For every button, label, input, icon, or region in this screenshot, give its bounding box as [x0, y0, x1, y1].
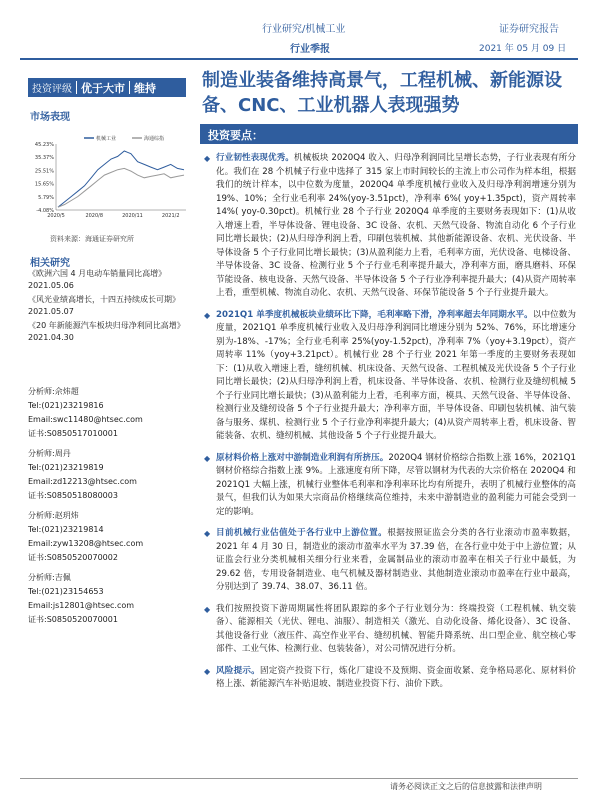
report-brand: 证券研究报告	[499, 24, 559, 35]
analyst-list	[28, 385, 193, 633]
report-content	[204, 152, 576, 700]
legend-label: 机械工业	[96, 136, 117, 142]
y-tick-label: 5.79%	[38, 194, 54, 201]
paragraph-lead: 2021Q1 单季度机械板块业绩环比下降，毛利率略下滑，净利率超去年同期水平。	[216, 309, 533, 320]
related-item-date: 2021.05.06	[28, 281, 74, 290]
paragraph-lead: 行业韧性表现优秀。	[216, 153, 294, 163]
related-item[interactable]	[28, 268, 193, 292]
analyst-name: 分析师:吉佩	[28, 573, 71, 582]
analyst-tel: Tel:(021)23219816	[28, 401, 104, 410]
paragraph-text: 以中位数为度量，2021Q1 单季度机械行业收入及归母净利润同比增速分别为 52%、76%，环比增速分别为-18%、-17%；全行业毛利率 25%(yoy-1.52pct)，净利率 7%（yoy+3.19pct），资产周转率 11%（yoy+3.21pct）。机械行业 28 个子行业 2021 年第一季度的主要财务表现如下：(1)从收入增速上看，缝纫机械、机床设备、天然气设备、工程机械及光伏设备 5 个子行业同比增长最快；(2)从归母净利润上看，机床设备、半导体设备、农机、检测行业及缝纫机械 5 个子行业同比增长最快；(3)从盈利能力上看，毛利率方面，模具、天然气设备、半导体设备、检测行业及缝纫设备 5 个子行业提升最大；净利率方面，半导体设备、印刷包装机械、油气装备与服务、煤机、检测行业 5 个子行业净利率提升最大；(4)从资产周转率上看，机床设备、智能装备、农机、缝纫机械、其他设备 5 个子行业提升最大。	[216, 309, 576, 441]
x-tick-label: 2020/5	[47, 213, 65, 219]
analyst-cert: 证书:S0850520070001	[28, 615, 118, 624]
y-tick-label: 25.51%	[34, 168, 54, 175]
report-type: 行业季报	[290, 44, 330, 55]
analyst-name: 分析师:周丹	[28, 449, 71, 458]
analyst-tel: Tel:(021)23219814	[28, 525, 104, 534]
paragraph-text: 2020Q4 钢材价格综合指数上涨 16%，2021Q1 钢材价格综合指数上涨 9%。上涨速度有所下降，尽管以钢材为代表的大宗价格在 2020Q4 和 2021Q1 大幅上涨，机械行业整体毛利率和净利率环比均有所提升，表明了机械行业整体的高景气，但我们认为如果大宗商品价格继续高位维持，未来中游制造业的盈利能力可能会受到一定的影响。	[216, 452, 576, 517]
content-paragraph	[204, 665, 576, 692]
legend-label: 海通综指	[144, 136, 165, 142]
content-paragraph	[204, 527, 576, 595]
related-item[interactable]	[28, 320, 193, 344]
series-line	[58, 168, 184, 207]
y-tick-label: -4.08%	[36, 208, 54, 214]
analyst-card	[28, 385, 193, 441]
analyst-card	[28, 447, 193, 503]
investment-highlights-title: 投资要点：	[200, 124, 578, 144]
content-paragraph	[204, 452, 576, 520]
series-line	[58, 151, 184, 207]
paragraph-text: 我们按照投资下游周期属性将团队跟踪的多个子行业划分为：终端投资（工程机械、轨交装备）、能源相关（光伏、锂电、油服）、制造相关（激光、自动化设备、烯化设备）、3C 设备、其他设备行业（液压件、高空作业平台、缝纫机械、智能升降系统、出口型企业、航空核心零部件、工业气体、检测行业、包装装备），对公司情况进行分析。	[216, 603, 576, 654]
y-tick-label: 35.37%	[34, 155, 54, 162]
rating-value: 优于大市	[81, 81, 125, 95]
rating-status: 维持	[134, 81, 156, 95]
analyst-tel: Tel:(021)23154653	[28, 587, 104, 596]
paragraph-text: 固定资产投资下行，炼化厂建设不及预期、资金面收紧、竞争格局恶化、原材料价格上涨、新能源汽车补贴退坡、制造业投资下行、油价下跌。	[216, 665, 576, 689]
content-paragraph	[204, 309, 576, 444]
y-tick-label: 45.23%	[34, 142, 54, 148]
analyst-cert: 证书:S0850517010001	[28, 429, 118, 438]
related-title: 相关研究	[30, 258, 70, 269]
content-paragraph	[204, 603, 576, 657]
related-research-list	[28, 268, 193, 346]
related-item-date: 2021.05.07	[28, 307, 74, 316]
footer-divider	[20, 778, 578, 779]
analyst-email[interactable]: Email:zd12213@htsec.com	[28, 477, 137, 486]
analyst-name: 分析师:佘炜超	[28, 387, 79, 396]
analyst-name: 分析师:赵玥炜	[28, 511, 79, 520]
analyst-cert: 证书:S0850520070002	[28, 553, 118, 562]
paragraph-text: 机械板块 2020Q4 收入、归母净利润同比呈增长态势，子行业表现有所分化。我们在 28 个机械子行业中选择了 315 家上市时间较长的主流上市公司作为样本组，根据我们的统计样本，以中位数为度量，2020Q4 单季度机械行业收入及归母净利润增速分别为 19%、10%；全行业毛利率 24%(yoy-3.51pct)，净利率 6%( yoy+1.35pct)，资产周转率 14%( yoy-0.30pct)。机械行业 28 个子行业 2020Q4 单季度的主要财务表现如下：(1)从收入增速上看，半导体设备、锂电设备、3C 设备、农机、天然气设备、物流自动化 6 个子行业同比增长最快；(2)从归母净利润上看，印刷包装机械、其他新能源设备、农机、光伏设备、半导体设备 5 个子行业同比增长最快；(3)从盈利能力上看，毛利率方面，光伏设备、电梯设备、半导体设备、3C 设备、检测行业 5 个子行业毛利率提升最大，净利率方面，磨具磨料、环保节能设备、核电设备、天然气设备、半导体设备 5 个子行业净利率提升最大；(4)从资产周转率上看，重型机械、物流自动化、农机、天然气设备、环保节能设备 5 个子行业提升最大。	[216, 153, 576, 298]
analyst-card	[28, 571, 193, 627]
y-tick-label: 15.65%	[34, 181, 54, 188]
related-item-date: 2021.04.30	[28, 333, 74, 342]
x-tick-label: 2021/2	[161, 213, 180, 219]
x-tick-label: 2020/8	[85, 213, 104, 219]
report-date: 2021 年 05 月 09 日	[479, 44, 567, 54]
header-divider	[20, 58, 578, 60]
analyst-email[interactable]: Email:swc11480@htsec.com	[28, 415, 143, 424]
paragraph-lead: 风险提示。	[216, 665, 260, 676]
analyst-cert: 证书:S0850518080003	[28, 491, 118, 500]
paragraph-text: 根据按照证监会分类的各行业滚动市盈率数据，2021 年 4 月 30 日，制造业的滚动市盈率水平为 37.39 倍，在各行业中处于中上游位置；从证监会行业分类机械相关细分行业来看，金属制品业的滚动市盈率在相关子行业中最低，为 29.62 倍，专用设备制造业、电气机械及器材制造业、其他制造业滚动市盈率在行业中最高，分别达到了 39.74、38.07、36.11 倍。	[216, 528, 576, 592]
related-item-title: 《20 年新能源汽车板块归母净利同比高增》	[28, 321, 185, 330]
x-tick-label: 2020/11	[122, 213, 143, 219]
page-title: 制造业装备维持高景气，工程机械、新能源设备、CNC、工业机器人表现强势	[202, 70, 562, 116]
disclaimer-footer: 请务必阅读正文之后的信息披露和法律声明	[390, 782, 542, 791]
paragraph-lead: 目前机械行业估值处于各行业中上游位置。	[216, 528, 388, 538]
report-category: 行业研究/机械工业	[262, 24, 346, 35]
market-performance-chart	[26, 132, 191, 222]
analyst-email[interactable]: Email:zyw13208@htsec.com	[28, 539, 144, 548]
rating-label: 投资评级	[32, 84, 72, 95]
chart-source: 资料来源：海通证券研究所	[50, 235, 134, 243]
paragraph-lead: 原材料价格上涨对中游制造业利润有所挤压。	[216, 452, 389, 463]
rating-bar	[28, 78, 186, 97]
analyst-tel: Tel:(021)23219819	[28, 463, 104, 472]
market-title: 市场表现	[30, 112, 70, 123]
analyst-card	[28, 509, 193, 565]
content-paragraph	[204, 152, 576, 301]
related-item-title: 《欧洲六国 4 月电动车销量同比高增》	[28, 269, 167, 278]
analyst-email[interactable]: Email:js12801@htsec.com	[28, 601, 135, 610]
related-item[interactable]	[28, 294, 193, 318]
related-item-title: 《风光业绩高增长，十四五持续成长可期》	[28, 295, 180, 304]
